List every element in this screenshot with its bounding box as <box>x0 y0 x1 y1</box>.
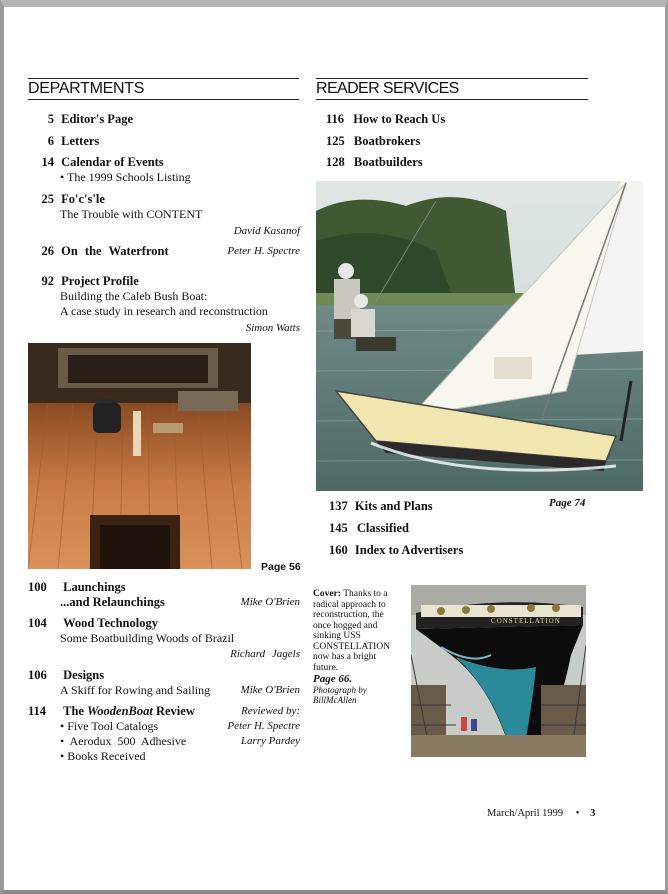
toc-entry[interactable] <box>329 499 549 514</box>
entry-number: 114 <box>28 704 47 718</box>
entry-number: 160 <box>329 543 348 557</box>
entry-title-continued: ...and Relaunchings <box>60 595 165 609</box>
photo-page-label: Page 74 <box>549 497 586 509</box>
entry-title: Index to Advertisers <box>354 543 464 557</box>
entry-title: Letters <box>61 134 100 148</box>
entry-title: Boatbrokers <box>353 134 421 148</box>
page-number: 3 <box>590 808 596 819</box>
entry-author: David Kasanof <box>233 225 300 237</box>
toc-entry[interactable] <box>28 704 300 764</box>
entry-number: 104 <box>28 616 47 630</box>
reviewed-by-label: Reviewed by: <box>241 705 300 717</box>
entry-title: Classified <box>356 521 409 535</box>
entry-author: Simon Watts <box>245 322 300 334</box>
departments-heading: DEPARTMENTS <box>28 78 299 100</box>
entry-subtitle: A Skiff for Rowing and Sailing <box>60 683 211 697</box>
toc-entry[interactable] <box>28 155 300 185</box>
entry-subtitle: The Trouble with CONTENT <box>60 207 203 221</box>
entry-number: 92 <box>41 274 54 288</box>
entry-number: 116 <box>326 112 345 126</box>
footer-issue: March/April 1999 <box>487 808 564 819</box>
entry-author: Richard Jagels <box>230 648 300 660</box>
cover-credit: Photograph by BillMcAllen <box>313 684 367 705</box>
entry-title: Designs <box>63 668 105 682</box>
toc-entry[interactable] <box>28 668 300 698</box>
review-item: • Aerodux 500 Adhesive <box>60 734 187 748</box>
cover-label: Cover: <box>313 589 341 599</box>
entry-subtitle: Some Boatbuilding Woods of Brazil <box>60 631 235 645</box>
entry-title-prefix: The <box>63 704 84 718</box>
toc-entry[interactable] <box>28 244 300 259</box>
photo-page-label: Page 56 <box>261 561 301 573</box>
entry-title: Project Profile <box>61 274 139 288</box>
entry-title: Launchings <box>63 580 126 594</box>
review-item: • Books Received <box>60 749 146 763</box>
entry-author: Peter H. Spectre <box>227 245 300 257</box>
entry-title: Editor's Page <box>61 112 133 126</box>
footer-bullet: • <box>575 808 580 819</box>
entry-number: 14 <box>41 155 54 169</box>
toc-entry[interactable] <box>329 521 549 536</box>
deck-photo <box>28 343 251 569</box>
review-author: Larry Pardey <box>240 735 300 747</box>
entry-number: 100 <box>28 580 47 594</box>
entry-title-suffix: Review <box>155 704 195 718</box>
entry-number: 106 <box>28 668 47 682</box>
toc-entry[interactable] <box>28 192 300 239</box>
toc-entry[interactable] <box>28 616 300 662</box>
review-item: • Five Tool Catalogs <box>60 719 159 733</box>
entry-title: On the Waterfront <box>61 244 169 258</box>
entry-number: 5 <box>47 112 54 126</box>
cover-text: Thanks to a radical approach to reconstruction, the once hogged and sinking USS CONSTELLATION now has a bright future. <box>313 589 391 673</box>
cover-caption <box>313 589 401 705</box>
entry-number: 128 <box>326 155 345 169</box>
entry-subtitle: • The 1999 Schools Listing <box>60 170 191 184</box>
entry-title-magazine: WoodenBoat <box>87 704 153 718</box>
toc-entry[interactable] <box>28 112 300 127</box>
entry-number: 6 <box>47 134 54 148</box>
entry-title: Kits and Plans <box>354 499 433 513</box>
entry-title: Calendar of Events <box>61 155 164 169</box>
entry-number: 137 <box>329 499 348 513</box>
sailboat-photo <box>316 181 643 491</box>
entry-author: Mike O'Brien <box>240 684 300 696</box>
entry-title: How to Reach Us <box>353 112 446 126</box>
toc-entry[interactable] <box>329 543 549 558</box>
entry-subtitle: Building the Caleb Bush Boat: <box>60 289 208 303</box>
ship-name: CONSTELLATION <box>491 617 561 625</box>
reader-services-heading: READER SERVICES <box>316 78 588 100</box>
entry-number: 145 <box>329 521 348 535</box>
entry-author: Mike O'Brien <box>240 596 300 608</box>
toc-entry[interactable] <box>326 155 586 170</box>
toc-entry[interactable] <box>28 274 300 336</box>
entry-title: Fo'c's'le <box>61 192 105 206</box>
entry-number: 125 <box>326 134 345 148</box>
toc-entry[interactable] <box>326 112 586 127</box>
toc-entry[interactable] <box>326 134 586 149</box>
toc-entry[interactable] <box>28 134 300 149</box>
entry-number: 26 <box>41 244 54 258</box>
review-author: Peter H. Spectre <box>227 720 300 732</box>
cover-photo <box>411 585 586 757</box>
entry-title: Boatbuilders <box>353 155 423 169</box>
entry-title: Wood Technology <box>63 616 158 630</box>
cover-page: Page 66. <box>313 673 353 685</box>
toc-entry[interactable] <box>28 580 300 610</box>
entry-subtitle: A case study in research and reconstruction <box>60 304 268 318</box>
entry-number: 25 <box>41 192 54 206</box>
footer <box>487 808 595 819</box>
